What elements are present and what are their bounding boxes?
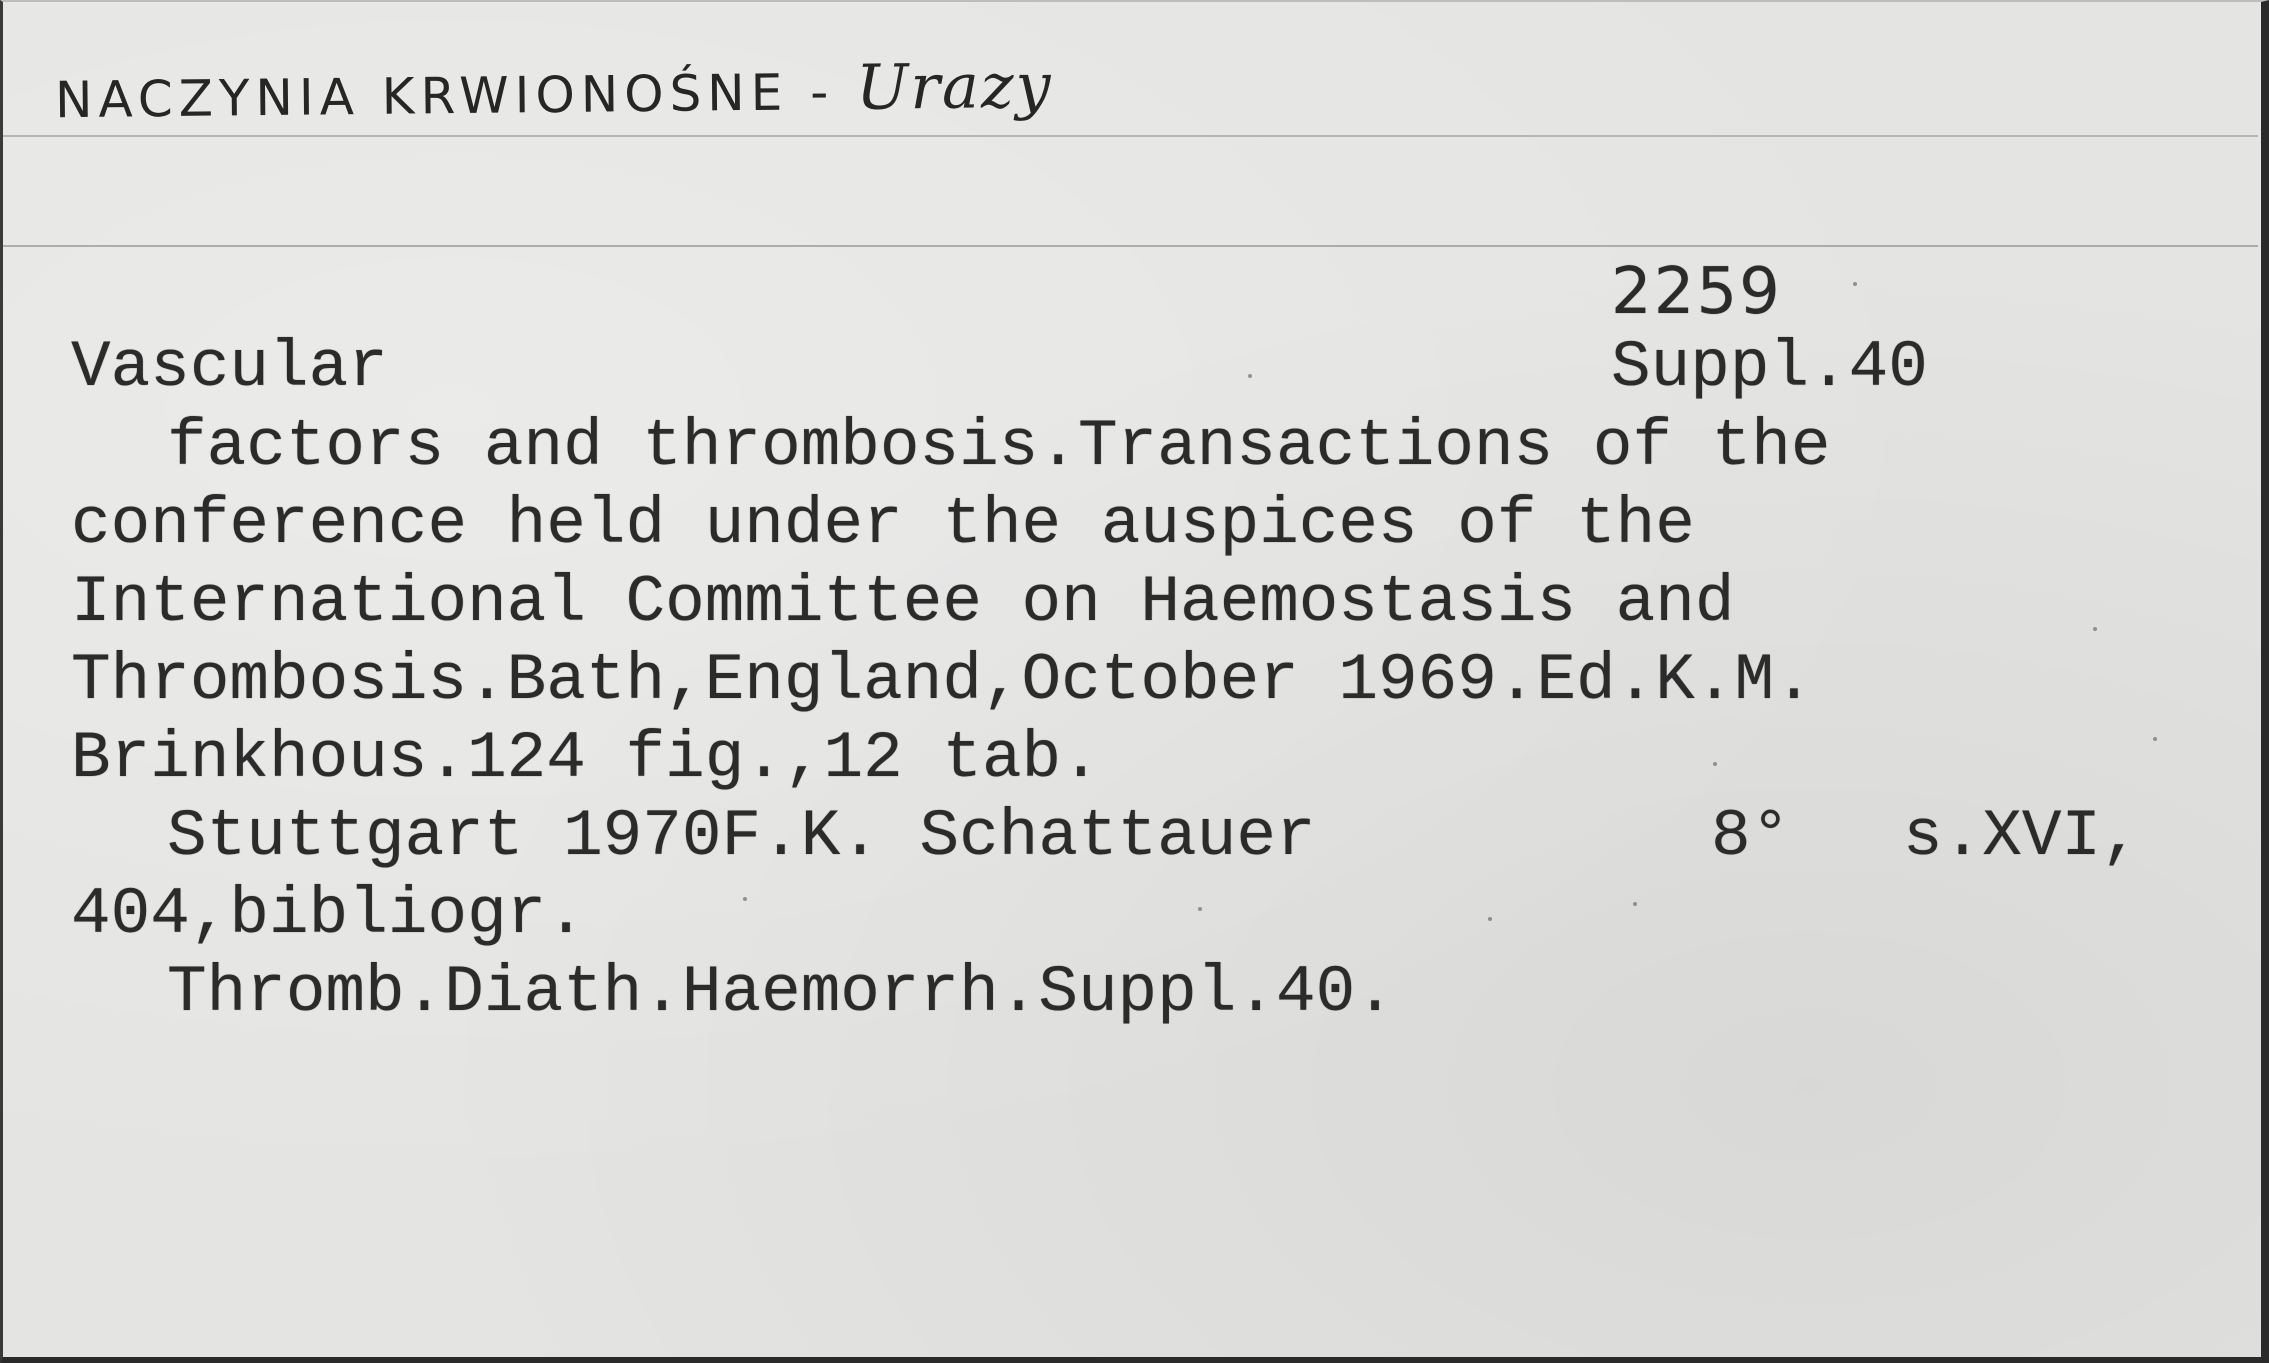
- imprint-line: Stuttgart 1970F.K. Schattauer: [167, 799, 1316, 874]
- title-first-word: Vascular: [71, 330, 388, 405]
- pagination-line: 404,bibliogr.: [71, 877, 586, 952]
- paper-speck: [1198, 907, 1202, 911]
- paper-speck: [1853, 282, 1857, 286]
- section-rule: [3, 245, 2258, 247]
- call-number: 2259: [1611, 255, 1782, 329]
- paper-speck: [2093, 627, 2097, 631]
- subject-heading-handwritten: Urazy: [855, 48, 1053, 124]
- series-note: Suppl.40: [1611, 330, 1928, 405]
- subject-heading-typed: NACZYNIA KRWIONOŚNE -: [54, 62, 857, 130]
- paper-speck: [1488, 917, 1492, 921]
- heading-rule: [3, 135, 2258, 137]
- paper-speck: [743, 897, 747, 901]
- paper-speck: [1248, 374, 1252, 378]
- title-line: factors and thrombosis.Transactions of the: [167, 409, 1831, 484]
- paper-speck: [1633, 902, 1637, 906]
- paper-speck: [2153, 737, 2157, 741]
- format-size: 8°: [1711, 799, 1791, 874]
- title-line: Brinkhous.124 fig.,12 tab.: [71, 721, 1101, 796]
- title-line: conference held under the auspices of the: [71, 487, 1695, 562]
- series-statement: Thromb.Diath.Haemorrh.Suppl.40.: [167, 955, 1395, 1030]
- paper-speck: [1713, 762, 1717, 766]
- pagination: s.XVI,: [1903, 799, 2141, 874]
- subject-heading: [55, 49, 1053, 132]
- title-line: Thrombosis.Bath,England,October 1969.Ed.K.M.: [71, 643, 1814, 718]
- title-line: International Committee on Haemostasis and: [71, 565, 1735, 640]
